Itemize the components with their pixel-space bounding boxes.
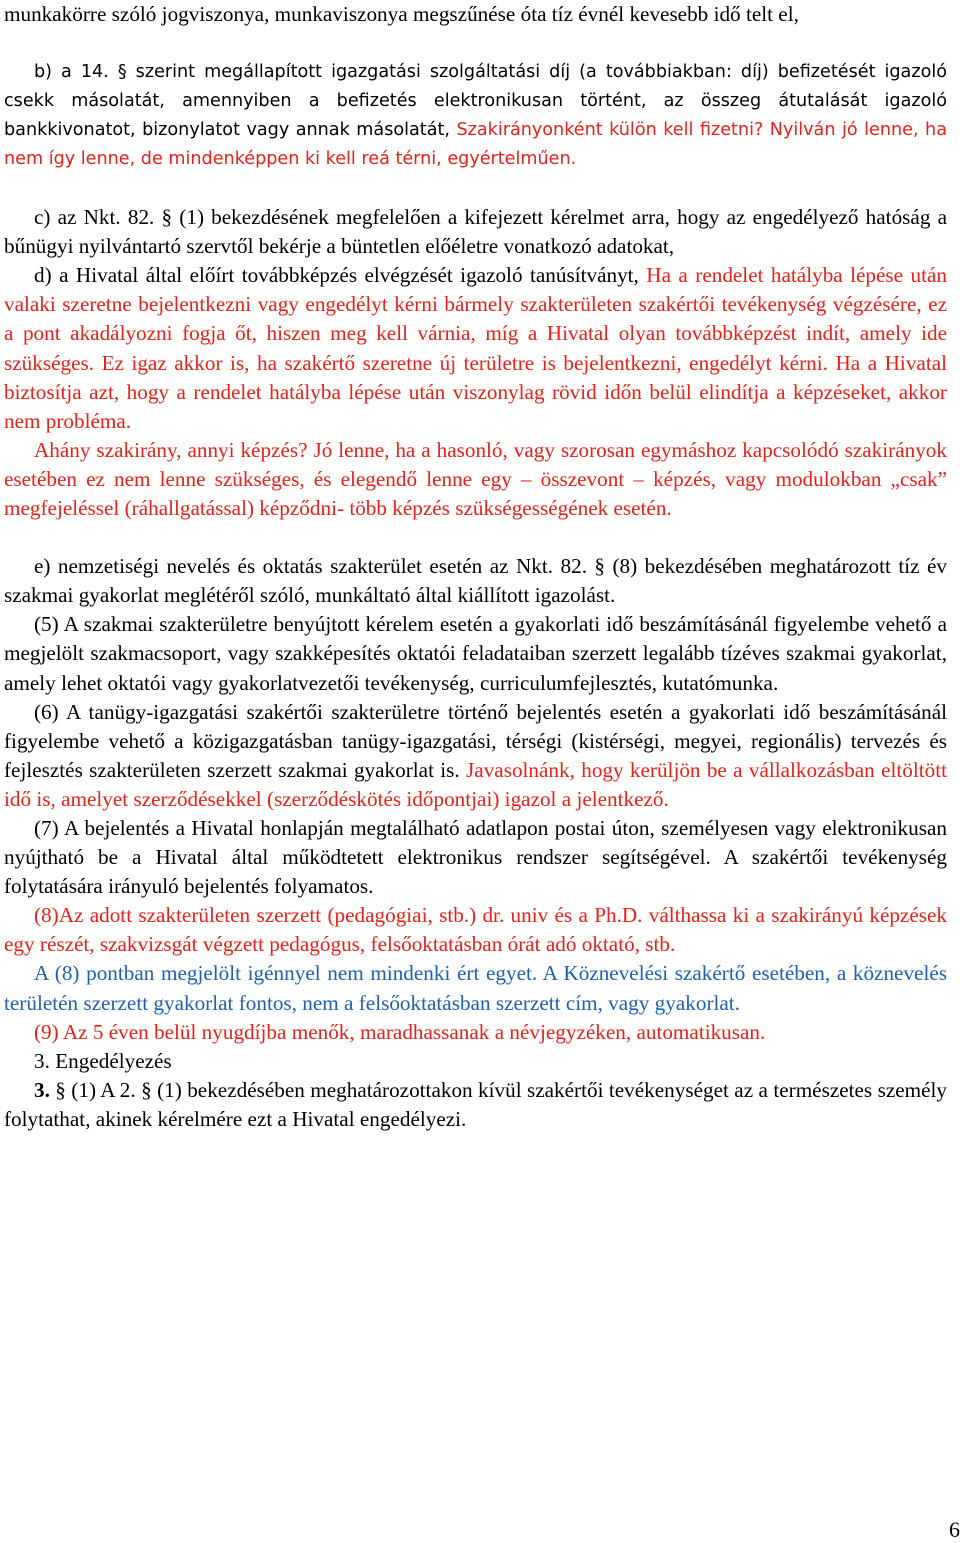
paragraph-d: [4, 261, 947, 436]
comment-red: (8)Az adott szakterületen szerzett (pedagógiai, stb.) dr. univ és a Ph.D. válthassa ki a szakirányú képzések egy részét, szakvizsgát végzett pedagógus, felsőoktatásban órát adó oktató, stb.: [4, 903, 947, 957]
comment-8: [4, 901, 947, 959]
comment-blue: [4, 959, 947, 1017]
paragraph-gap: [4, 29, 947, 58]
paragraph-gap: [4, 523, 947, 552]
paragraph-text: (7) A bejelentés a Hivatal honlapján megtalálható adatlapon postai úton, személyesen vagy elektronikusan nyújtható be a Hivatal által működtetett elektronikus rendszer segítségével. A szakértői tevékenység folytatására irányuló bejelentés folyamatos.: [4, 815, 947, 899]
paragraph-text: (6) A tanügy-igazgatási szakértői szakterületre történő bejelentés esetén a gyakorlati idő beszámításánál figyelembe vehető a közigazgatásban tanügy-igazgatási, térségi (kistérségi, megyei, regionális) tervezés és fejlesztés szakterületen szerzett szakmai gyakorlat is.: [4, 699, 947, 782]
comment-red: Ha a rendelet hatályba lépése után valaki szeretne bejelentkezni vagy engedélyt kérni bármely szakterületen szakértői tevékenység végzésére, ez a pont akadályozni fogja őt, hiszen meg kell várnia, míg a Hivatal olyan továbbképzést indít, amely ide szükséges. Ez igaz akkor is, ha szakértő szeretne új területre is bejelentkezni, engedélyt kérni. Ha a Hivatal biztosítja azt, hogy a rendelet hatályba lépése után viszonylag rövid időn belül elindítja a képzéseket, akkor nem probléma.: [4, 263, 947, 433]
paragraph-c: [4, 203, 947, 261]
paragraph-e: [4, 552, 947, 610]
paragraph-text: c) az Nkt. 82. § (1) bekezdésének megfelelően a kifejezett kérelmet arra, hogy az engedélyező hatóság a bűnügyi nyilvántartó szervtől bekérje a büntetlen előéletre vonatkozó adatokat,: [4, 205, 947, 259]
paragraph-5: [4, 610, 947, 697]
paragraph-text: § (1) A 2. § (1) bekezdésében meghatározottakon kívül szakértői tevékenységet az a természetes személy folytathat, akinek kérelmére ezt a Hivatal engedélyezi.: [4, 1077, 947, 1131]
paragraph-6: [4, 698, 947, 814]
paragraph-7: [4, 814, 947, 901]
page-number: 6: [949, 1517, 960, 1542]
paragraph-continuation: [4, 0, 947, 29]
section-number: 3.: [34, 1077, 50, 1102]
paragraph-text: d) a Hivatal által előírt továbbképzés elvégzését igazoló tanúsítványt,: [34, 263, 647, 288]
comment-red: Szakirányonként külön kell fizetni? Nyilván jó lenne, ha nem így lenne, de mindenképpen ki kell reá térni, egyértelműen.: [4, 120, 947, 170]
paragraph-3: [4, 1076, 947, 1134]
paragraph-text: b) a 14. § szerint megállapított igazgatási szolgáltatási díj (a továbbiakban: díj) befizetését igazoló csekk másolatát, amennyiben a befizetés elektronikusan történt, az összeg átutalását igazoló bankkivonatot, bizonylatot vagy annak másolatát,: [4, 62, 947, 141]
comment-red: Ahány szakirány, annyi képzés? Jó lenne, ha a hasonló, vagy szorosan egymáshoz kapcsolódó szakirányok esetében ez nem lenne szükséges, és elegendő lenne egy – összevont – képzés, vagy modulokban „csak” megfejeléssel (ráhallgatással) képződni- több képzés szükségességének esetén.: [4, 437, 947, 521]
heading-text: 3. Engedélyezés: [34, 1048, 172, 1073]
document-page: [4, 0, 947, 1134]
comment-9: [4, 1018, 947, 1047]
paragraph-b: [4, 58, 947, 174]
paragraph-gap: [4, 174, 947, 203]
paragraph-text: munkakörre szóló jogviszonya, munkaviszonya megszűnése óta tíz évnél kevesebb idő telt el,: [4, 2, 799, 26]
paragraph-text: (5) A szakmai szakterületre benyújtott kérelem esetén a gyakorlati idő beszámításánál figyelembe vehető a megjelölt szakmacsoport, vagy szakképesítés oktatói feladataiban szerzett legalább tízéves szakmai gyakorlat, amely lehet oktatói vagy gyakorlatvezetői tevékenység, curriculumfejlesztés, kutatómunka.: [4, 612, 947, 695]
comment-red: Javasolnánk, hogy kerüljön be a vállalkozásban eltöltött idő is, amelyet szerződésekkel (szerződéskötés időpontjai) igazol a jelentkező.: [4, 757, 947, 811]
paragraph-text: e) nemzetiségi nevelés és oktatás szakterület esetén az Nkt. 82. § (8) bekezdésében meghatározott tíz év szakmai gyakorlat meglétéről szóló, munkáltató által kiállított igazolást.: [4, 554, 947, 608]
section-heading: [4, 1047, 947, 1076]
comment-trainings: [4, 436, 947, 523]
comment-blue-text: A (8) pontban megjelölt igénnyel nem mindenki ért egyet. A Köznevelési szakértő esetében, a köznevelés területén szerzett gyakorlat fontos, nem a felsőoktatásban szerzett cím, vagy gyakorlat.: [4, 961, 947, 1015]
comment-red: (9) Az 5 éven belül nyugdíjba menők, maradhassanak a névjegyzéken, automatikusan.: [34, 1019, 766, 1044]
